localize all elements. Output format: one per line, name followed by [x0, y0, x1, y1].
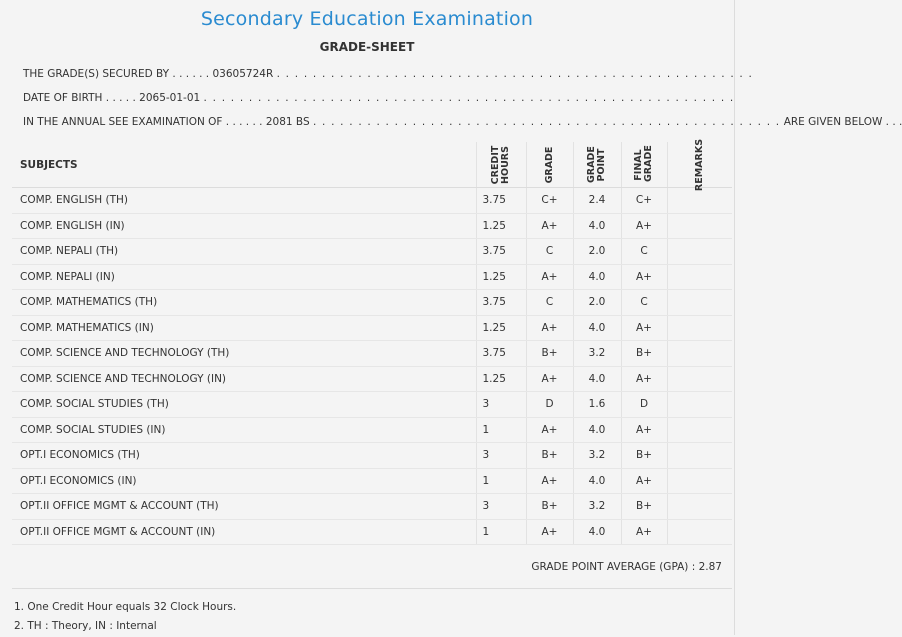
subject-cell: OPT.I ECONOMICS (IN): [12, 468, 476, 494]
exam-label: IN THE ANNUAL SEE EXAMINATION OF . . . . . .: [23, 116, 263, 128]
header-final-grade-label: FINAL GRADE: [633, 144, 654, 182]
grades-table: [12, 138, 732, 545]
grade-point-cell: 2.4: [573, 188, 621, 214]
remarks-cell: [667, 239, 732, 265]
table-row: [12, 341, 732, 367]
table-row: [12, 290, 732, 316]
credit-hours-cell: 1.25: [476, 213, 526, 239]
final-grade-cell: A+: [621, 315, 667, 341]
remarks-cell: [667, 494, 732, 520]
credit-hours-cell: 1.25: [476, 366, 526, 392]
final-grade-cell: D: [621, 392, 667, 418]
dob-line: [23, 92, 734, 104]
secured-by-line: [23, 68, 753, 80]
grade-point-cell: 2.0: [573, 239, 621, 265]
remarks-cell: [667, 443, 732, 469]
dob-value: 2065-01-01: [139, 92, 201, 104]
grade-point-cell: 4.0: [573, 519, 621, 545]
final-grade-cell: A+: [621, 264, 667, 290]
grade-point-cell: 1.6: [573, 392, 621, 418]
remarks-cell: [667, 519, 732, 545]
remarks-cell: [667, 417, 732, 443]
table-row: [12, 468, 732, 494]
final-grade-cell: C: [621, 239, 667, 265]
subject-cell: COMP. MATHEMATICS (TH): [12, 290, 476, 316]
grade-point-cell: 4.0: [573, 213, 621, 239]
remarks-cell: [667, 264, 732, 290]
subject-cell: COMP. MATHEMATICS (IN): [12, 315, 476, 341]
subject-cell: COMP. NEPALI (TH): [12, 239, 476, 265]
header-remarks-label: REMARKS: [693, 138, 705, 191]
subject-cell: OPT.II OFFICE MGMT & ACCOUNT (TH): [12, 494, 476, 520]
credit-hours-cell: 1.25: [476, 315, 526, 341]
header-grade-label: GRADE: [543, 146, 555, 183]
remarks-cell: [667, 290, 732, 316]
subject-cell: COMP. SOCIAL STUDIES (TH): [12, 392, 476, 418]
secured-by-label: THE GRADE(S) SECURED BY . . . . . .: [23, 68, 210, 80]
grade-cell: B+: [526, 341, 573, 367]
credit-hours-cell: 3.75: [476, 290, 526, 316]
grade-point-cell: 4.0: [573, 468, 621, 494]
gpa-value: 2.87: [698, 561, 722, 573]
final-grade-cell: A+: [621, 213, 667, 239]
credit-hours-cell: 3: [476, 494, 526, 520]
note-credit-hour: 1. One Credit Hour equals 32 Clock Hours.: [14, 601, 237, 613]
grade-point-cell: 3.2: [573, 341, 621, 367]
exam-year: 2081 BS: [265, 116, 310, 128]
table-row: [12, 188, 732, 214]
grade-point-cell: 2.0: [573, 290, 621, 316]
credit-hours-cell: 1: [476, 519, 526, 545]
grade-cell: C: [526, 290, 573, 316]
credit-hours-cell: 1: [476, 468, 526, 494]
grade-point-cell: 4.0: [573, 417, 621, 443]
grade-cell: C: [526, 239, 573, 265]
final-grade-cell: A+: [621, 417, 667, 443]
table-row: [12, 315, 732, 341]
final-grade-cell: C+: [621, 188, 667, 214]
student-info: [12, 60, 902, 136]
grade-cell: A+: [526, 366, 573, 392]
remarks-cell: [667, 315, 732, 341]
gpa: [531, 561, 722, 573]
credit-hours-cell: 3: [476, 392, 526, 418]
subject-cell: COMP. SOCIAL STUDIES (IN): [12, 417, 476, 443]
table-row: [12, 443, 732, 469]
remarks-cell: [667, 392, 732, 418]
page-title: Secondary Education Examination: [200, 8, 534, 30]
subject-cell: COMP. SCIENCE AND TECHNOLOGY (IN): [12, 366, 476, 392]
grade-cell: A+: [526, 213, 573, 239]
subject-cell: OPT.II OFFICE MGMT & ACCOUNT (IN): [12, 519, 476, 545]
credit-hours-cell: 1: [476, 417, 526, 443]
final-grade-cell: A+: [621, 366, 667, 392]
table-row: [12, 213, 732, 239]
grade-cell: A+: [526, 417, 573, 443]
exam-line: [23, 116, 902, 128]
grade-cell: D: [526, 392, 573, 418]
final-grade-cell: A+: [621, 468, 667, 494]
table-row: [12, 392, 732, 418]
table-row: [12, 494, 732, 520]
exam-dots: . . . . . . . . . . . . . . . . . . . . . . . . . . . . . . . . . . . . . . . . . . . . . . . . . . . .: [312, 116, 781, 128]
grade-point-cell: 4.0: [573, 264, 621, 290]
header-credit-hours-label: CREDIT HOURS: [490, 145, 511, 184]
grade-point-cell: 3.2: [573, 443, 621, 469]
remarks-cell: [667, 468, 732, 494]
header-grade-point-label: GRADE POINT: [586, 145, 607, 183]
grade-cell: A+: [526, 315, 573, 341]
remarks-cell: [667, 188, 732, 214]
dob-label: DATE OF BIRTH . . . . .: [23, 92, 136, 104]
header-remarks: [667, 138, 732, 191]
gpa-label: GRADE POINT AVERAGE (GPA) :: [531, 561, 696, 573]
table-row: [12, 264, 732, 290]
remarks-cell: [667, 213, 732, 239]
table-row: [12, 417, 732, 443]
final-grade-cell: A+: [621, 519, 667, 545]
grade-point-cell: 3.2: [573, 494, 621, 520]
grade-cell: A+: [526, 468, 573, 494]
credit-hours-cell: 3.75: [476, 239, 526, 265]
credit-hours-cell: 3.75: [476, 341, 526, 367]
table-header-row: [12, 142, 732, 188]
header-subjects: SUBJECTS: [12, 142, 476, 188]
final-grade-cell: B+: [621, 341, 667, 367]
header-final-grade: [621, 142, 667, 188]
secured-by-dots: . . . . . . . . . . . . . . . . . . . . . . . . . . . . . . . . . . . . . . . . . . . . . . . . . . . . .: [276, 68, 754, 80]
page-subtitle: GRADE-SHEET: [319, 40, 415, 54]
remarks-cell: [667, 341, 732, 367]
grade-point-cell: 4.0: [573, 315, 621, 341]
grade-cell: A+: [526, 519, 573, 545]
final-grade-cell: B+: [621, 443, 667, 469]
header-grade-point: [573, 142, 621, 188]
subject-cell: OPT.I ECONOMICS (TH): [12, 443, 476, 469]
table-row: [12, 519, 732, 545]
subject-cell: COMP. SCIENCE AND TECHNOLOGY (TH): [12, 341, 476, 367]
table-row: [12, 239, 732, 265]
grade-point-cell: 4.0: [573, 366, 621, 392]
note-abbreviations: 2. TH : Theory, IN : Internal: [14, 620, 157, 632]
exam-suffix: ARE GIVEN BELOW . . .: [783, 116, 902, 128]
dob-dots: . . . . . . . . . . . . . . . . . . . . . . . . . . . . . . . . . . . . . . . . . . . . . . . . . . . . . . . . . . .: [203, 92, 735, 104]
credit-hours-cell: 3: [476, 443, 526, 469]
credit-hours-cell: 3.75: [476, 188, 526, 214]
grade-cell: B+: [526, 494, 573, 520]
credit-hours-cell: 1.25: [476, 264, 526, 290]
symbol-number: 03605724R: [212, 68, 274, 80]
header-grade: [526, 142, 573, 188]
grade-cell: C+: [526, 188, 573, 214]
final-grade-cell: B+: [621, 494, 667, 520]
subject-cell: COMP. ENGLISH (IN): [12, 213, 476, 239]
grade-cell: B+: [526, 443, 573, 469]
final-grade-cell: C: [621, 290, 667, 316]
remarks-cell: [667, 366, 732, 392]
header-credit-hours: [476, 142, 526, 188]
subject-cell: COMP. NEPALI (IN): [12, 264, 476, 290]
table-row: [12, 366, 732, 392]
gpa-bar: [12, 548, 732, 589]
grade-cell: A+: [526, 264, 573, 290]
subject-cell: COMP. ENGLISH (TH): [12, 188, 476, 214]
